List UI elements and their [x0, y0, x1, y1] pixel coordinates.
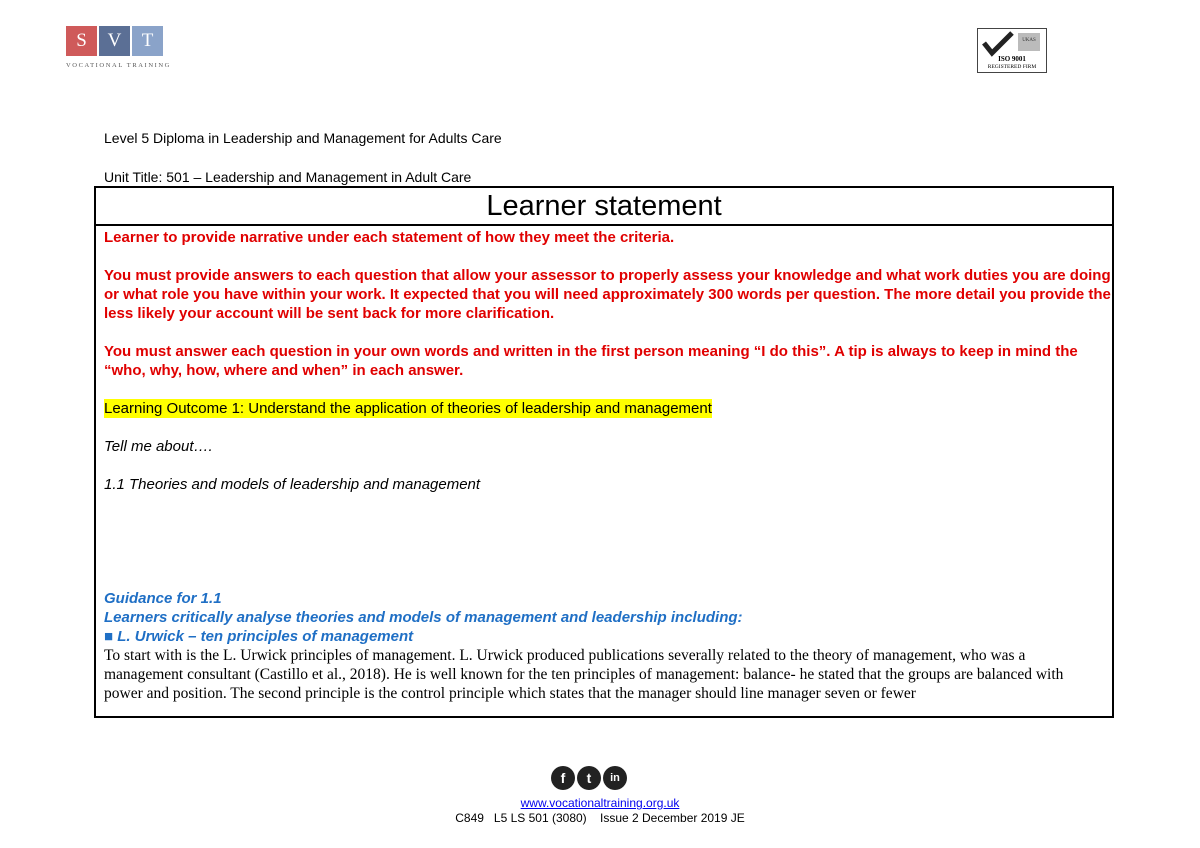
logo-letter-s: S: [66, 26, 97, 56]
svt-logo: [66, 26, 171, 74]
facebook-icon[interactable]: f: [551, 766, 575, 790]
tell-me-about: Tell me about….: [104, 438, 213, 455]
qualification-title: Level 5 Diploma in Leadership and Management for Adults Care: [104, 130, 502, 146]
guidance-text: Learners critically analyse theories and models of management and leadership including:: [104, 609, 743, 626]
unit-title: Unit Title: 501 – Leadership and Management in Adult Care: [104, 169, 472, 185]
website-link[interactable]: www.vocationaltraining.org.uk: [520, 796, 680, 810]
learner-answer-text[interactable]: To start with is the L. Urwick principles of management. L. Urwick produced publications severally related to the theory of management, who was a management consultant (Castillo et al., 2018). He is well known for the ten principles of management: balance- he stated that the groups are balanced with power and position. The second principle is the control principle which states that the manager should line manager seven or fewer: [104, 647, 1064, 702]
instruction-narrative: Learner to provide narrative under each statement of how they meet the criteria.: [104, 229, 675, 246]
instruction-answers: You must provide answers to each question that allow your assessor to properly assess your knowledge and what work duties you are doing or what role you have within your work. It expected that you will need approximately 300 words per question. The more detail you provide the less likely your account will be sent back for more clarification.: [104, 267, 1111, 322]
bullet-icon: ■: [104, 628, 114, 645]
twitter-icon[interactable]: t: [577, 766, 601, 790]
guidance-bullet: [104, 627, 1112, 646]
criterion-1-1: 1.1 Theories and models of leadership and management: [104, 476, 481, 493]
learner-statement-box: [94, 186, 1114, 718]
instruction-own-words: You must answer each question in your own words and written in the first person meaning “I do this”. A tip is always to keep in mind the “who, why, how, where and when” in each answer.: [104, 343, 1078, 379]
guidance-bullet-text: L. Urwick – ten principles of management: [117, 628, 414, 645]
learning-outcome: Learning Outcome 1: Understand the application of theories of leadership and management: [104, 400, 712, 417]
learner-statement-body: [96, 226, 1112, 703]
linkedin-icon[interactable]: in: [603, 766, 627, 790]
iso-ukas-label: UKAS: [1022, 38, 1036, 43]
logo-letter-t: T: [132, 26, 163, 56]
iso-line-2: REGISTERED FIRM: [987, 64, 1037, 70]
logo-subtitle: VOCATIONAL TRAINING: [66, 62, 171, 69]
guidance-title: Guidance for 1.1: [104, 590, 222, 607]
social-icons: [551, 766, 627, 790]
iso-9001-badge: [977, 28, 1047, 73]
logo-letter-v: V: [99, 26, 130, 56]
document-reference: C849 L5 LS 501 (3080) Issue 2 December 2019 JE: [455, 811, 745, 825]
iso-line-1: ISO 9001: [998, 55, 1026, 63]
learner-statement-title: Learner statement: [96, 188, 1112, 226]
